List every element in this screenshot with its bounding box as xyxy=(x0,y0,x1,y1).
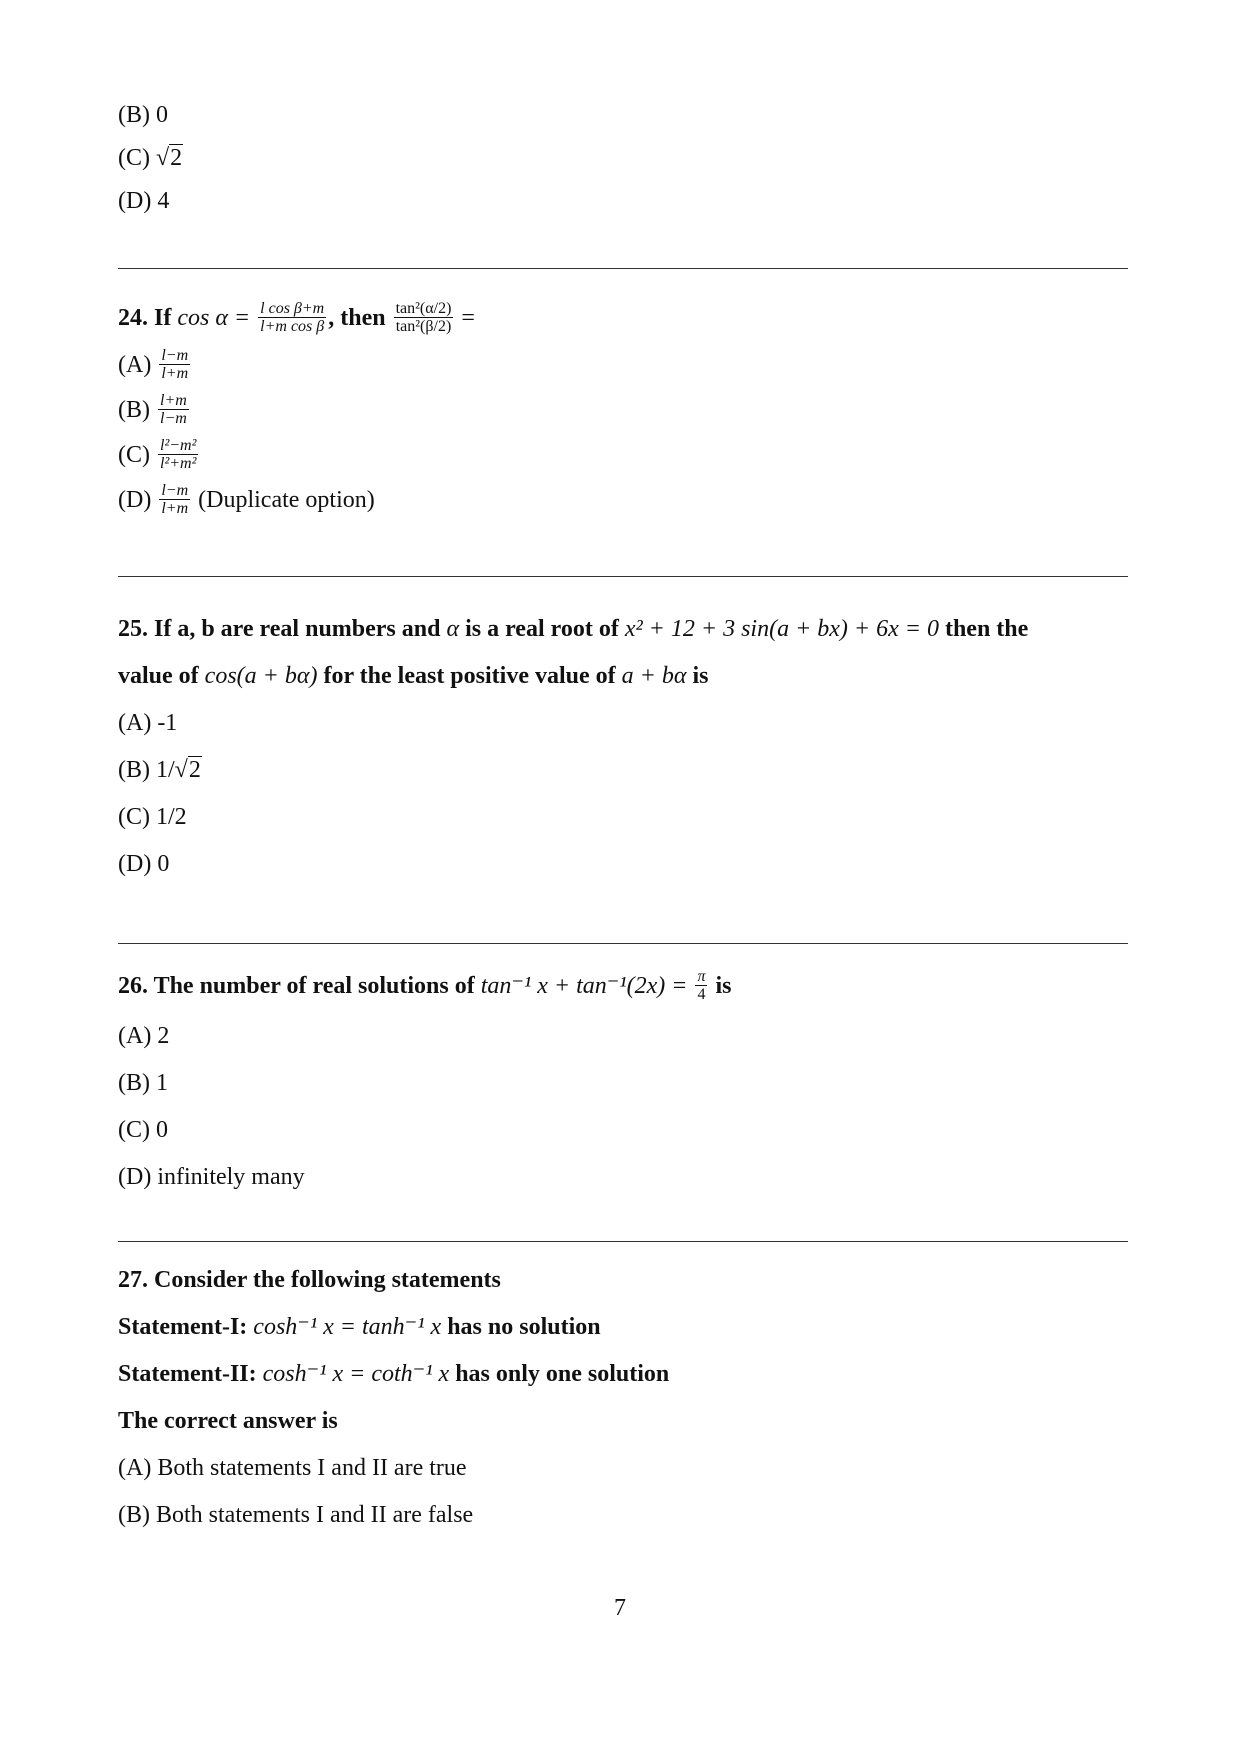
q24-option-a: (A) $\frac{l-m}{l+m}$ xyxy=(118,346,189,382)
q26-option-c: (C) 0 xyxy=(118,1117,168,1143)
q24-option-d: (D) $\frac{l-m}{l+m}$ (Duplicate option) xyxy=(118,481,375,517)
divider xyxy=(118,576,1128,577)
q25-stem-line2: value of cos(a + bα) for the least positive value of a + bα is xyxy=(118,663,709,689)
q24-fraction-cos: $\frac{\text{l cos β+m}}{\text{l+m cos β}}$ xyxy=(260,299,325,335)
q27-statement-1: Statement-I: cosh⁻¹ x = tanh⁻¹ x has no solution xyxy=(118,1314,601,1340)
q24-option-d-fraction: $\frac{l-m}{l+m}$ xyxy=(161,481,189,517)
q24-option-b-fraction: $\frac{l+m}{l-m}$ xyxy=(160,391,187,427)
divider xyxy=(118,268,1128,269)
q25-stem-line1: 25. If a, b are real numbers and α is a real root of x² + 12 + 3 sin(a + bx) + 6x = 0 then the xyxy=(118,616,1029,642)
page-number: 7 xyxy=(614,1595,626,1621)
divider xyxy=(118,943,1128,944)
q27-stem: 27. Consider the following statements xyxy=(118,1267,501,1293)
q25-option-a: (A) -1 xyxy=(118,710,178,736)
q26-option-b: (B) 1 xyxy=(118,1070,168,1096)
prev-option-d: (D) 4 xyxy=(118,188,170,214)
q25-option-c: (C) 1/2 xyxy=(118,804,187,830)
q24-option-c: (C) $\frac{\text{l²−m²}}{\text{l²+m²}}$ xyxy=(118,436,197,472)
q27-option-b: (B) Both statements I and II are false xyxy=(118,1502,474,1528)
q24-option-c-fraction: $\frac{\text{l²−m²}}{\text{l²+m²}}$ xyxy=(160,436,197,472)
q24-option-a-fraction: $\frac{l-m}{l+m}$ xyxy=(161,346,189,382)
q27-answer-prompt: The correct answer is xyxy=(118,1408,338,1434)
q25-option-b: (B) 1/√2 xyxy=(118,757,201,783)
sqrt-expression: √2 xyxy=(156,145,183,171)
q26-stem: 26. The number of real solutions of tan⁻¹ x + tan⁻¹(2x) = $\frac{\pi}{4}$ is xyxy=(118,967,732,1003)
prev-option-b: (B) 0 xyxy=(118,102,168,128)
q26-option-a: (A) 2 xyxy=(118,1023,170,1049)
q27-statement-2: Statement-II: cosh⁻¹ x = coth⁻¹ x has only one solution xyxy=(118,1361,670,1387)
q25-option-d: (D) 0 xyxy=(118,851,170,877)
q24-stem: 24. If cos α = $\frac{\text{l cos β+m}}{\text{l+m cos β}}$ , then $\frac{\text{tan²(α/2)}}{\text{tan²(β/2)}}$ = xyxy=(118,299,475,335)
q24-fraction-tan: $\frac{\text{tan²(α/2)}}{\text{tan²(β/2)}}$ xyxy=(395,299,452,335)
q24-option-b: (B) $\frac{l+m}{l-m}$ xyxy=(118,391,187,427)
q27-option-a: (A) Both statements I and II are true xyxy=(118,1455,467,1481)
q26-option-d: (D) infinitely many xyxy=(118,1164,305,1190)
q26-fraction-pi-over-4: $\frac{\pi}{4}$ xyxy=(697,967,706,1003)
sqrt-expression: √2 xyxy=(174,757,201,783)
prev-option-c: (C) √2 xyxy=(118,145,183,171)
divider xyxy=(118,1241,1128,1242)
